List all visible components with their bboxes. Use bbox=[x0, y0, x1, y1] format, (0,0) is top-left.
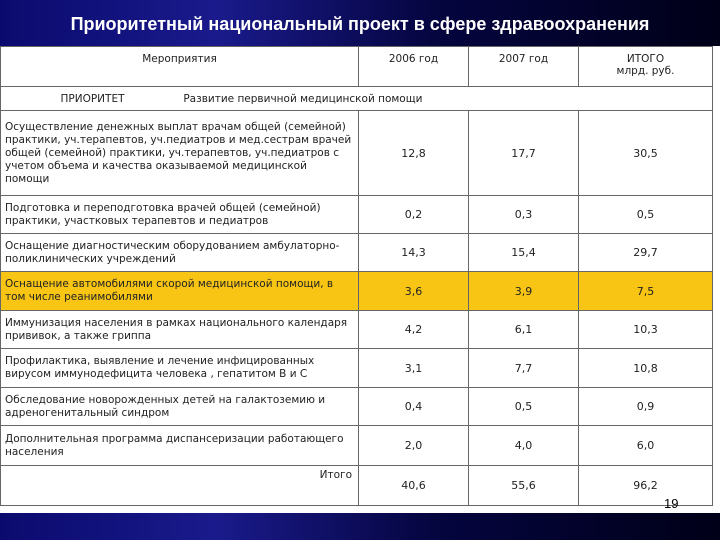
row-2006: 0,4 bbox=[359, 388, 469, 426]
row-label: Обследование новорожденных детей на галактоземию и адреногенитальный синдром bbox=[1, 388, 359, 426]
total-row bbox=[1, 466, 713, 506]
priority-cell bbox=[1, 87, 713, 111]
header-row bbox=[1, 47, 713, 87]
row-2006: 2,0 bbox=[359, 426, 469, 466]
row-total: 10,8 bbox=[579, 349, 713, 388]
header-total bbox=[579, 47, 713, 87]
row-2007: 0,3 bbox=[469, 196, 579, 234]
table-row bbox=[1, 388, 713, 426]
row-2007: 7,7 bbox=[469, 349, 579, 388]
row-total: 6,0 bbox=[579, 426, 713, 466]
header-total-line2: млрд. руб. bbox=[616, 65, 675, 77]
row-2006: 0,2 bbox=[359, 196, 469, 234]
table-row bbox=[1, 349, 713, 388]
row-2006: 14,3 bbox=[359, 234, 469, 272]
total-2007: 55,6 bbox=[469, 466, 579, 506]
row-label: Осуществление денежных выплат врачам общей (семейной) практики, уч.терапевтов, уч.педиатров и мед.сестрам врачей общей (семейной) практики, уч.терапевтов, уч.педиатров с учетом объема и качества оказываемой медицинской помощи bbox=[1, 111, 359, 196]
budget-table-container bbox=[0, 46, 720, 513]
row-label: Оснащение диагностическим оборудованием амбулаторно-поликлинических учреждений bbox=[1, 234, 359, 272]
row-2007: 4,0 bbox=[469, 426, 579, 466]
row-label: Профилактика, выявление и лечение инфицированных вирусом иммунодефицита человека , гепатитом В и С bbox=[1, 349, 359, 388]
priority-value: Развитие первичной медицинской помощи bbox=[183, 92, 423, 105]
row-total: 0,9 bbox=[579, 388, 713, 426]
header-total-line1: ИТОГО bbox=[626, 53, 665, 65]
header-2006: 2006 год bbox=[359, 47, 469, 87]
budget-table bbox=[0, 46, 713, 506]
priority-row bbox=[1, 87, 713, 111]
table-row bbox=[1, 426, 713, 466]
row-total: 29,7 bbox=[579, 234, 713, 272]
row-total: 0,5 bbox=[579, 196, 713, 234]
row-2007: 6,1 bbox=[469, 311, 579, 349]
table-row bbox=[1, 311, 713, 349]
row-label: Иммунизация населения в рамках национального календаря прививок, а также гриппа bbox=[1, 311, 359, 349]
total-2006: 40,6 bbox=[359, 466, 469, 506]
total-label: Итого bbox=[1, 466, 359, 506]
row-total: 7,5 bbox=[579, 272, 713, 311]
row-2007: 17,7 bbox=[469, 111, 579, 196]
page-number: 19 bbox=[664, 496, 679, 511]
table-row-highlighted bbox=[1, 272, 713, 311]
slide-title: Приоритетный национальный проект в сфере здравоохранения bbox=[70, 14, 650, 34]
row-2006: 3,6 bbox=[359, 272, 469, 311]
header-2007: 2007 год bbox=[469, 47, 579, 87]
row-total: 30,5 bbox=[579, 111, 713, 196]
priority-label: ПРИОРИТЕТ bbox=[60, 92, 125, 105]
row-2006: 3,1 bbox=[359, 349, 469, 388]
row-2007: 3,9 bbox=[469, 272, 579, 311]
row-total: 10,3 bbox=[579, 311, 713, 349]
table-row bbox=[1, 196, 713, 234]
row-2007: 15,4 bbox=[469, 234, 579, 272]
header-measures: Мероприятия bbox=[1, 47, 359, 87]
table-row bbox=[1, 234, 713, 272]
row-label: Дополнительная программа диспансеризации работающего населения bbox=[1, 426, 359, 466]
row-2006: 4,2 bbox=[359, 311, 469, 349]
total-total: 96,2 bbox=[579, 466, 713, 506]
row-label: Оснащение автомобилями скорой медицинской помощи, в том числе реанимобилями bbox=[1, 272, 359, 311]
row-label: Подготовка и переподготовка врачей общей (семейной) практики, участковых терапевтов и педиатров bbox=[1, 196, 359, 234]
row-2007: 0,5 bbox=[469, 388, 579, 426]
table-row bbox=[1, 111, 713, 196]
row-2006: 12,8 bbox=[359, 111, 469, 196]
